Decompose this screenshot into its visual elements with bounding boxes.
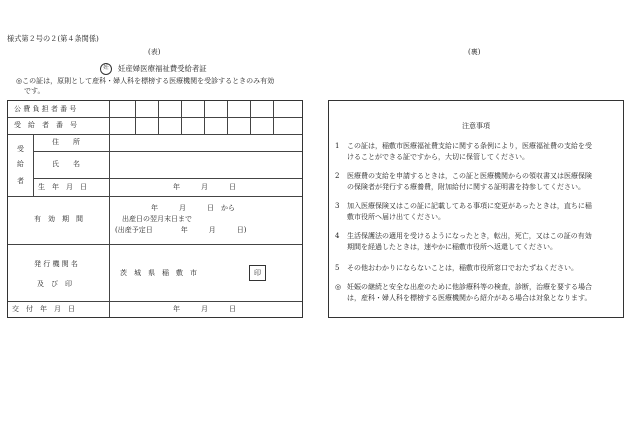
notice-number: 3 — [335, 202, 340, 210]
notice-line-1: 妊娠の継続と安全な出産のために他診療科等の検査，診断，治療を要する場合 — [347, 283, 592, 291]
digit-box-divider — [273, 101, 274, 134]
validity-line-3: (出産予定日 年 月 日) — [115, 226, 247, 234]
notice-line-2: の保険者が発行する療養費，附加給付に関する証明書を持参してください。 — [347, 183, 585, 191]
recipient-section-label-3: 者 — [17, 177, 24, 185]
form-number: 様式第２号の２(第４条関係) — [7, 34, 99, 43]
divider — [33, 134, 34, 196]
digit-box-divider — [250, 101, 251, 134]
recipient-number-label: 受 給 者 番 号 — [14, 121, 77, 129]
birthdate-value: 年 月 日 — [173, 183, 236, 191]
issuer-name: 茨 城 県 稲 敷 市 — [120, 269, 197, 277]
notice-item — [335, 171, 621, 193]
notice-number: 2 — [335, 172, 340, 180]
validity-note-line-1: ◎この証は，原則として産科・婦人科を標榜する医療機関を受診するときのみ有効 — [16, 77, 275, 85]
name-label: 氏 名 — [52, 160, 80, 168]
notice-line-1: この証は，稲敷市医療福祉費支給に関する条例により，医療福祉費の支給を受 — [347, 142, 592, 150]
recipient-section-label-1: 受 — [17, 145, 24, 153]
notes-heading: 注意事項 — [462, 122, 490, 130]
issue-date-label: 交 付 年 月 日 — [12, 305, 75, 313]
digit-box-divider — [135, 101, 136, 134]
pregnancy-mark-icon: 妊 — [100, 63, 112, 75]
notice-line-1: 医療費の支給を申請するときは，この証と医療機関からの領収書又は医療保険 — [347, 172, 592, 180]
notice-item — [335, 231, 621, 253]
divider — [109, 101, 110, 196]
title-text: 妊産婦医療福祉費受給者証 — [118, 64, 207, 74]
notice-item — [335, 141, 621, 163]
front-side-label: (表) — [148, 48, 161, 56]
validity-label: 有 効 期 間 — [34, 215, 83, 223]
payer-number-label: 公 費 負 担 者 番 号 — [14, 105, 77, 113]
digit-box-divider — [158, 101, 159, 134]
notice-number: 1 — [335, 142, 340, 150]
validity-note — [16, 76, 316, 96]
validity-line-1: 年 月 日 から — [151, 204, 235, 212]
issuer-label-line-2: 及 び 印 — [37, 280, 72, 288]
notice-line-1: 生活保護法の適用を受けるようになったとき，転出，死亡，又はこの証の有効 — [347, 232, 592, 240]
notice-line-1: 加入医療保険又はこの証に記載してある事項に変更があったときは，直ちに稲 — [347, 202, 592, 210]
notice-item — [335, 263, 621, 274]
divider — [33, 178, 302, 179]
official-seal: 印 — [249, 265, 266, 281]
divider — [109, 196, 110, 317]
validity-line-2: 出産日の翌月末日まで — [122, 215, 192, 223]
back-side-label: (裏) — [468, 48, 481, 56]
address-label: 住 所 — [52, 138, 80, 146]
notice-line-2: けることができる証ですから，大切に保管してください。 — [347, 153, 529, 161]
divider — [8, 134, 302, 135]
notice-item — [335, 282, 621, 304]
recipient-section-label-2: 給 — [17, 160, 24, 168]
notice-number: ◎ — [335, 283, 342, 291]
front-certificate-card — [7, 100, 303, 318]
divider — [33, 151, 302, 152]
issue-date-value: 年 月 日 — [173, 305, 236, 313]
divider — [8, 196, 302, 197]
divider — [8, 301, 302, 302]
notice-item — [335, 201, 621, 223]
notice-line-2: 期間を経過したときは，速やかに稲敷市役所へ返還してください。 — [347, 243, 557, 251]
notice-line-2: は，産科・婦人科を標榜する医療機関から紹介がある場合は対象となります。 — [347, 294, 592, 302]
digit-box-divider — [181, 101, 182, 134]
validity-note-line-2: です。 — [24, 87, 45, 95]
notice-number: 4 — [335, 232, 340, 240]
digit-box-divider — [227, 101, 228, 134]
digit-box-divider — [204, 101, 205, 134]
notice-line-1: その他おわかりにならないことは，稲敷市役所窓口でおたずねください。 — [347, 264, 578, 272]
document-title — [100, 63, 207, 75]
notice-line-2: 敷市役所へ届け出てください。 — [347, 213, 445, 221]
birthdate-label: 生 年 月 日 — [38, 183, 87, 191]
divider — [8, 117, 302, 118]
notice-number: 5 — [335, 264, 340, 272]
divider — [8, 244, 302, 245]
back-notes-card — [328, 100, 624, 318]
issuer-label-line-1: 発 行 機 関 名 — [34, 260, 78, 268]
